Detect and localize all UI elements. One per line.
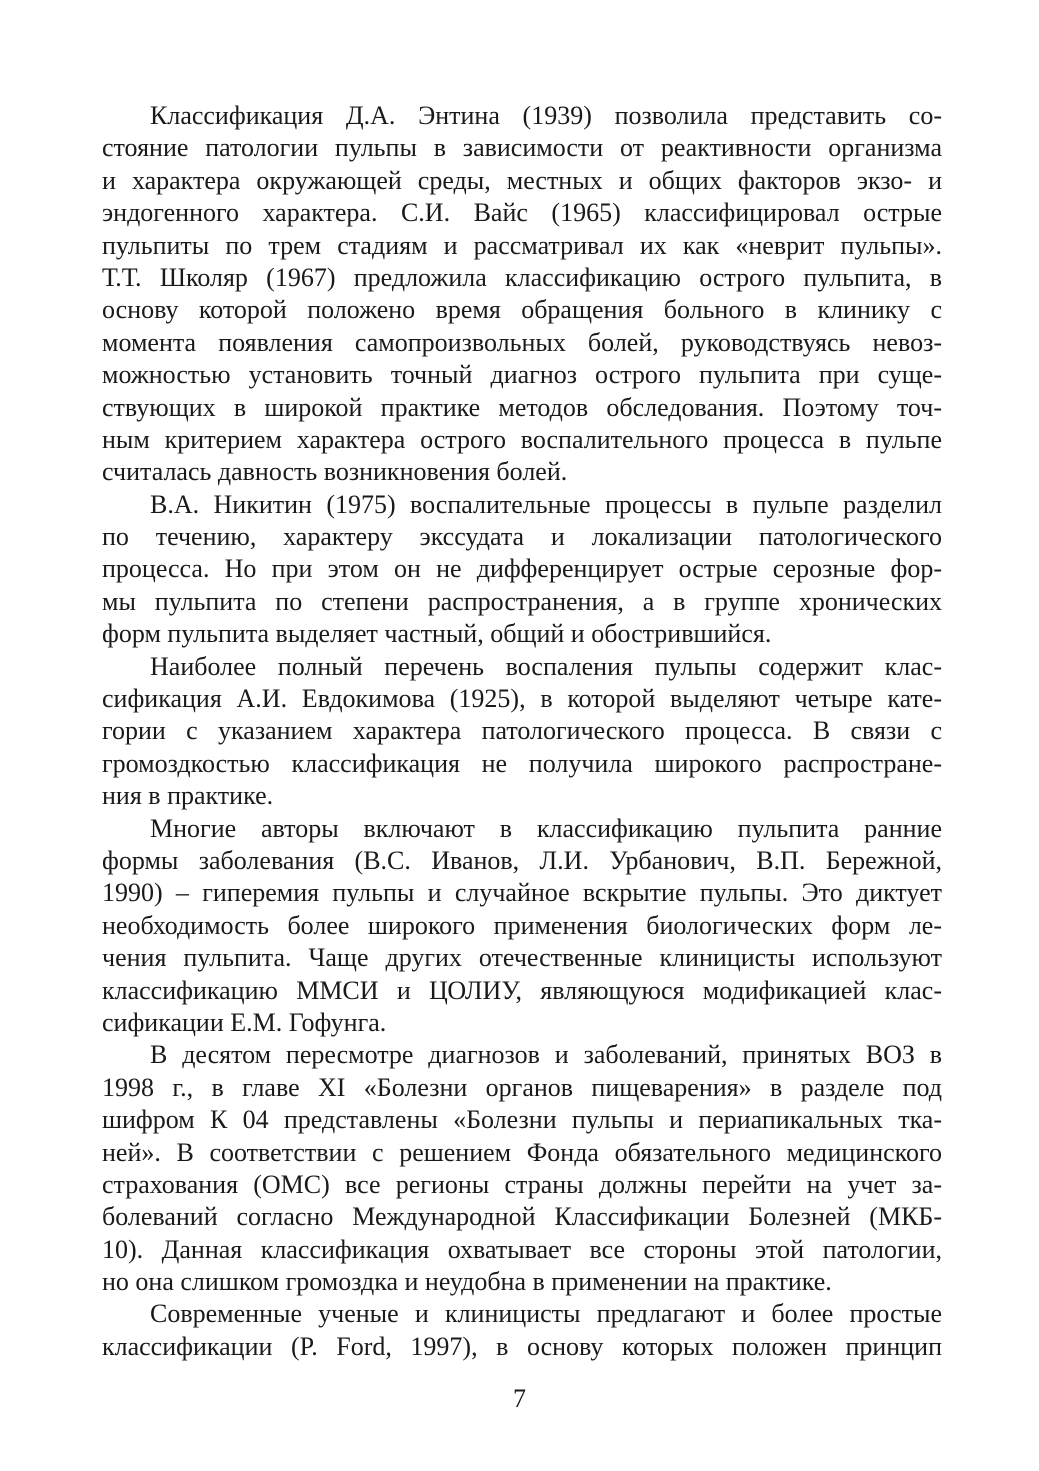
page-number: 7 <box>513 1384 526 1413</box>
text-line: классификацию ММСИ и ЦОЛИУ, являющуюся модификацией клас- <box>102 975 942 1005</box>
text-line: необходимость более широкого применения биологических форм ле- <box>102 910 942 940</box>
paragraph-first-line: В.А. Никитин (1975) воспалительные процессы в пульпе разделил <box>150 489 942 519</box>
text-line: Т.Т. Школяр (1967) предложила классификацию острого пульпита, в <box>102 262 942 292</box>
text-line: сификации Е.М. Гофунга. <box>102 1007 387 1037</box>
text-line: момента появления самопроизвольных болей, руководствуясь невоз- <box>102 327 942 357</box>
text-line: ней». В соответствии с решением Фонда обязательного медицинского <box>102 1137 942 1167</box>
paragraph-first-line: Классификация Д.А. Энтина (1939) позволила представить со- <box>150 101 942 130</box>
text-line: страхования (ОМС) все регионы страны должны перейти на учет за- <box>102 1169 942 1199</box>
text-line: но она слишком громоздка и неудобна в применении на практике. <box>102 1267 832 1297</box>
text-line: 10). Данная классификация охватывает все стороны этой патологии, <box>102 1234 942 1264</box>
text-line: можностью установить точный диагноз острого пульпита при суще- <box>102 360 942 390</box>
body-text <box>102 100 942 1363</box>
text-line: мы пульпита по степени распространения, а в группе хронических <box>102 586 942 616</box>
text-line: по течению, характеру экссудата и локализации патологического <box>102 522 942 552</box>
text-line: основу которой положено время обращения больного в клинику с <box>102 295 942 325</box>
text-line: гории с указанием характера патологического процесса. В связи с <box>102 716 942 746</box>
text-line: 1990) – гиперемия пульпы и случайное вскрытие пульпы. Это диктует <box>102 878 942 908</box>
text-line: классификации (P. Ford, 1997), в основу которых положен принцип <box>102 1331 942 1361</box>
text-line: стояние патологии пульпы в зависимости от реактивности организма <box>102 133 942 163</box>
text-line: сификация А.И. Евдокимова (1925), в которой выделяют четыре кате- <box>102 684 942 714</box>
text-line: и характера окружающей среды, местных и общих факторов экзо- и <box>102 165 942 195</box>
text-line: ствующих в широкой практике методов обследования. Поэтому точ- <box>102 392 942 422</box>
text-line: пульпиты по трем стадиям и рассматривал их как «неврит пульпы». <box>102 230 942 260</box>
paragraph-first-line: Современные ученые и клиницисты предлагают и более простые <box>150 1299 942 1329</box>
text-line: форм пульпита выделяет частный, общий и обострившийся. <box>102 619 772 649</box>
text-line: эндогенного характера. С.И. Вайс (1965) классифицировал острые <box>102 198 942 228</box>
text-line: процесса. Но при этом он не дифференцирует острые серозные фор- <box>102 554 942 584</box>
text-line: шифром К 04 представлены «Болезни пульпы и периапикальных тка- <box>102 1105 942 1135</box>
text-line: формы заболевания (В.С. Иванов, Л.И. Урбанович, В.П. Бережной, <box>102 845 942 875</box>
text-line: 1998 г., в главе XI «Болезни органов пищеварения» в разделе под <box>102 1072 942 1102</box>
paragraph-first-line: В десятом пересмотре диагнозов и заболеваний, принятых ВОЗ в <box>150 1040 942 1070</box>
paragraph-first-line: Наиболее полный перечень воспаления пульпы содержит клас- <box>150 651 942 681</box>
paragraph-first-line: Многие авторы включают в классификацию пульпита ранние <box>150 813 942 843</box>
text-line: громоздкостью классификация не получила широкого распростране- <box>102 748 942 778</box>
text-line: болеваний согласно Международной Классификации Болезней (МКБ- <box>102 1202 942 1232</box>
text-line: ния в практике. <box>102 781 274 811</box>
text-line: чения пульпита. Чаще других отечественные клиницисты используют <box>102 943 942 973</box>
text-line: ным критерием характера острого воспалительного процесса в пульпе <box>102 424 942 454</box>
text-line: считалась давность возникновения болей. <box>102 457 568 487</box>
